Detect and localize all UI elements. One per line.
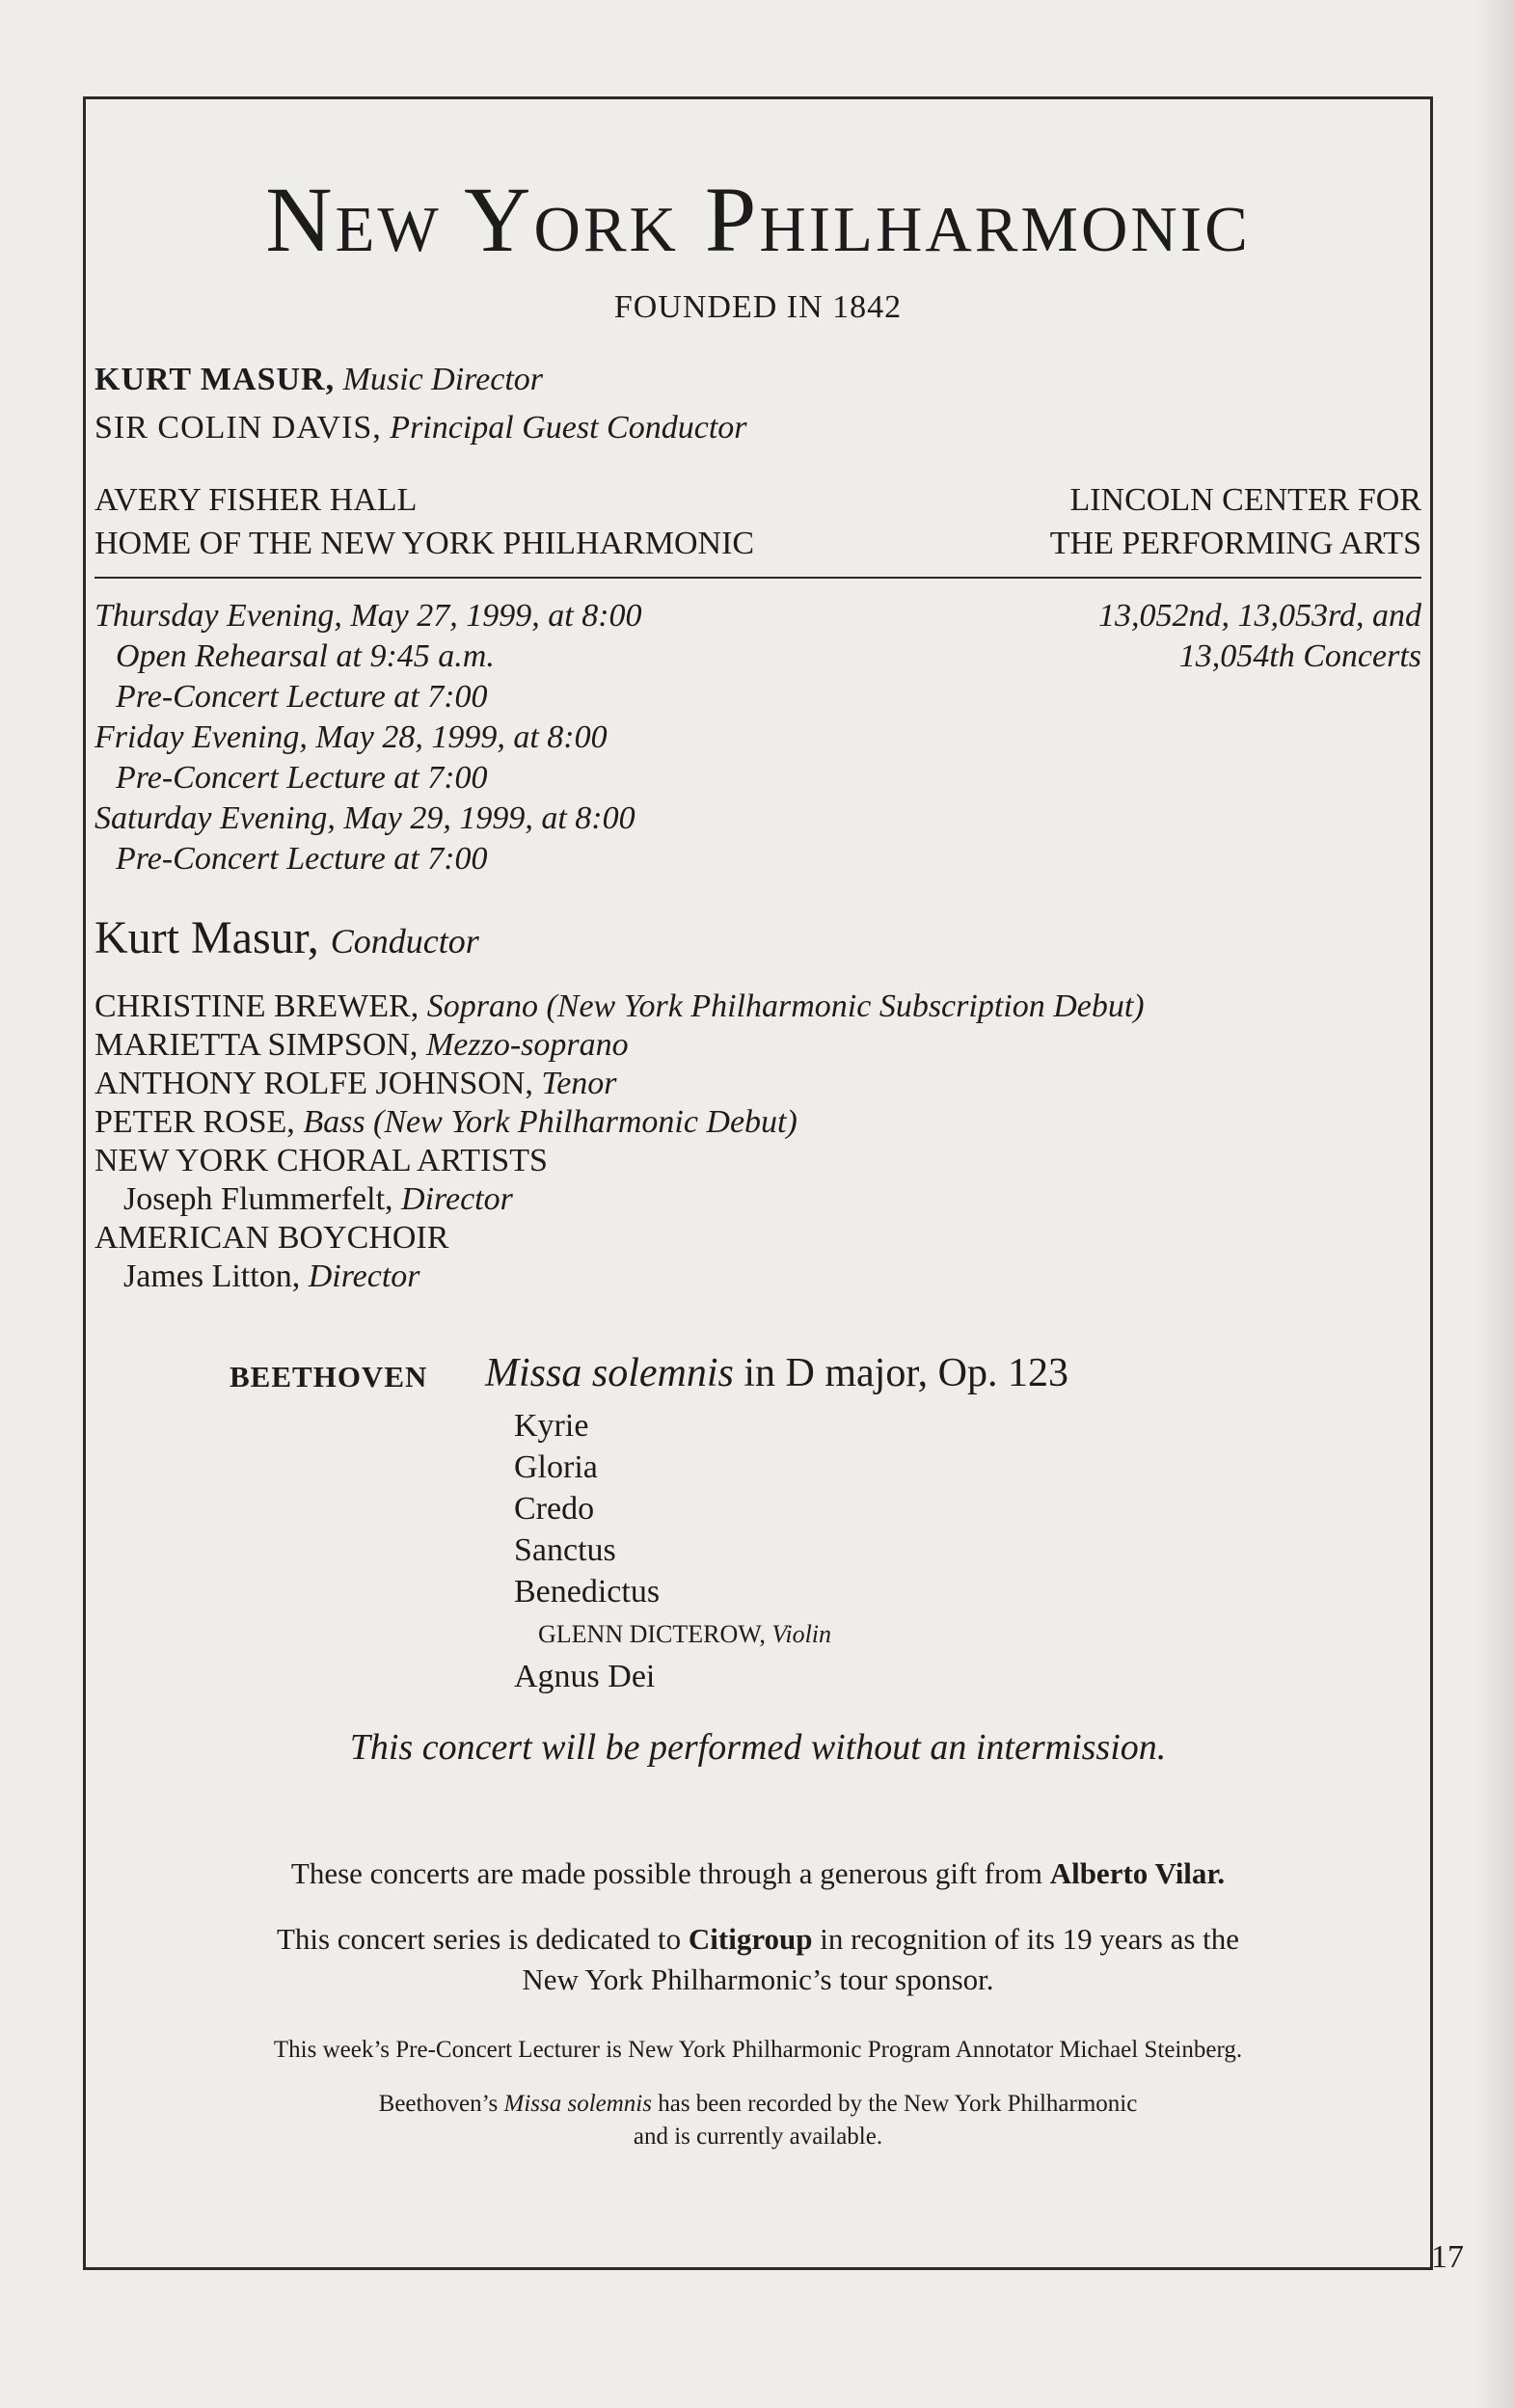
schedule-line: Pre-Concert Lecture at 7:00 (116, 841, 488, 877)
work-key: in D major, Op. 123 (743, 1351, 1068, 1395)
concert-numbers-cont: 13,054th Concerts (1178, 638, 1421, 674)
movement: Agnus Dei (514, 1659, 656, 1694)
page-number: 17 (1431, 2239, 1464, 2275)
schedule-line: Saturday Evening, May 29, 1999, at 8:00 (95, 800, 635, 836)
lecturer-credit: This week’s Pre-Concert Lecturer is New York Philharmonic Program Annotator Michael Steinberg. (273, 2037, 1243, 2063)
work-title: Missa solemnis (485, 1351, 734, 1395)
movement: Benedictus (514, 1574, 661, 1610)
performer-name: ANTHONY ROLFE JOHNSON, (95, 1066, 533, 1101)
performer-name: PETER ROSE, (95, 1104, 295, 1140)
series-credit (95, 1922, 1421, 1957)
performer-line (95, 1066, 617, 1102)
performer-role: Director (401, 1181, 513, 1217)
conductor-line (95, 911, 479, 964)
performer-line (95, 1220, 448, 1257)
schedule-line: Open Rehearsal at 9:45 a.m. (116, 638, 495, 674)
founded-line: FOUNDED IN 1842 (613, 289, 903, 325)
performer-name: MARIETTA SIMPSON, (95, 1027, 419, 1063)
venue-home: HOME OF THE NEW YORK PHILHARMONIC (95, 526, 755, 561)
recording-pre: Beethoven’s (378, 2091, 499, 2117)
schedule-line: Thursday Evening, May 27, 1999, at 8:00 (95, 598, 642, 634)
performer-line (95, 1104, 798, 1141)
performer-name: CHRISTINE BREWER, (95, 988, 419, 1024)
series-post: in recognition of its 19 years as the (820, 1922, 1240, 1956)
soloist-role: Violin (771, 1620, 832, 1648)
movement: Credo (514, 1491, 595, 1527)
performer-name: AMERICAN BOYCHOIR (95, 1220, 449, 1256)
music-director-role: Music Director (342, 362, 544, 397)
series-sponsor: Citigroup (688, 1922, 813, 1956)
recording-credit-cont: and is currently available. (633, 2124, 883, 2150)
gift-donor: Alberto Vilar. (1049, 1856, 1226, 1890)
conductor-name: Kurt Masur, (95, 912, 319, 963)
venue-center: LINCOLN CENTER FOR (1069, 482, 1421, 518)
concert-numbers: 13,052nd, 13,053rd, and (1098, 598, 1421, 634)
performer-line (95, 1143, 548, 1179)
performer-role: Mezzo-soprano (425, 1027, 629, 1063)
venue-arts: THE PERFORMING ARTS (1049, 526, 1421, 561)
recording-credit (95, 2091, 1421, 2118)
performer-role: Bass (New York Philharmonic Debut) (303, 1104, 798, 1140)
performer-name: James Litton, (123, 1258, 301, 1294)
performer-line (95, 1027, 629, 1064)
guest-conductor-line (95, 410, 747, 446)
movement: Kyrie (514, 1408, 589, 1444)
soloist-name: GLENN DICTEROW, (538, 1620, 766, 1648)
composer-name: BEETHOVEN (230, 1360, 428, 1393)
header-rule (95, 577, 1421, 579)
guest-conductor-role: Principal Guest Conductor (390, 410, 747, 446)
conductor-role: Conductor (330, 922, 479, 960)
recording-title: Missa solemnis (503, 2091, 652, 2117)
performer-name: NEW YORK CHORAL ARTISTS (95, 1143, 548, 1178)
movement: Gloria (514, 1449, 598, 1485)
schedule-line: Friday Evening, May 28, 1999, at 8:00 (95, 719, 608, 755)
orchestra-title: New York Philharmonic (265, 168, 1251, 271)
intermission-note: This concert will be performed without an intermission. (349, 1727, 1167, 1768)
schedule-line: Pre-Concert Lecture at 7:00 (116, 679, 488, 715)
performer-line (95, 988, 1145, 1025)
performer-line (123, 1181, 513, 1218)
gift-credit (95, 1856, 1421, 1891)
recording-post: has been recorded by the New York Philharmonic (658, 2091, 1138, 2117)
music-director-line (95, 362, 543, 398)
work-title-line (485, 1350, 1068, 1396)
series-credit-cont: New York Philharmonic’s tour sponsor. (522, 1962, 994, 1996)
performer-role: Director (308, 1258, 420, 1294)
performer-role: Tenor (541, 1066, 617, 1101)
venue-hall: AVERY FISHER HALL (95, 482, 418, 518)
gift-text: These concerts are made possible through a generous gift from (290, 1856, 1042, 1890)
performer-role: Soprano (New York Philharmonic Subscription Debut) (426, 988, 1145, 1024)
series-pre: This concert series is dedicated to (276, 1922, 682, 1956)
movement: Sanctus (514, 1532, 616, 1568)
performer-line (123, 1258, 420, 1295)
soloist-line (538, 1620, 831, 1649)
guest-conductor-name: SIR COLIN DAVIS, (95, 410, 382, 446)
music-director-name: KURT MASUR, (95, 362, 336, 397)
schedule-line: Pre-Concert Lecture at 7:00 (116, 760, 488, 796)
performer-name: Joseph Flummerfelt, (123, 1181, 393, 1217)
page-edge-shadow (1475, 0, 1514, 2408)
